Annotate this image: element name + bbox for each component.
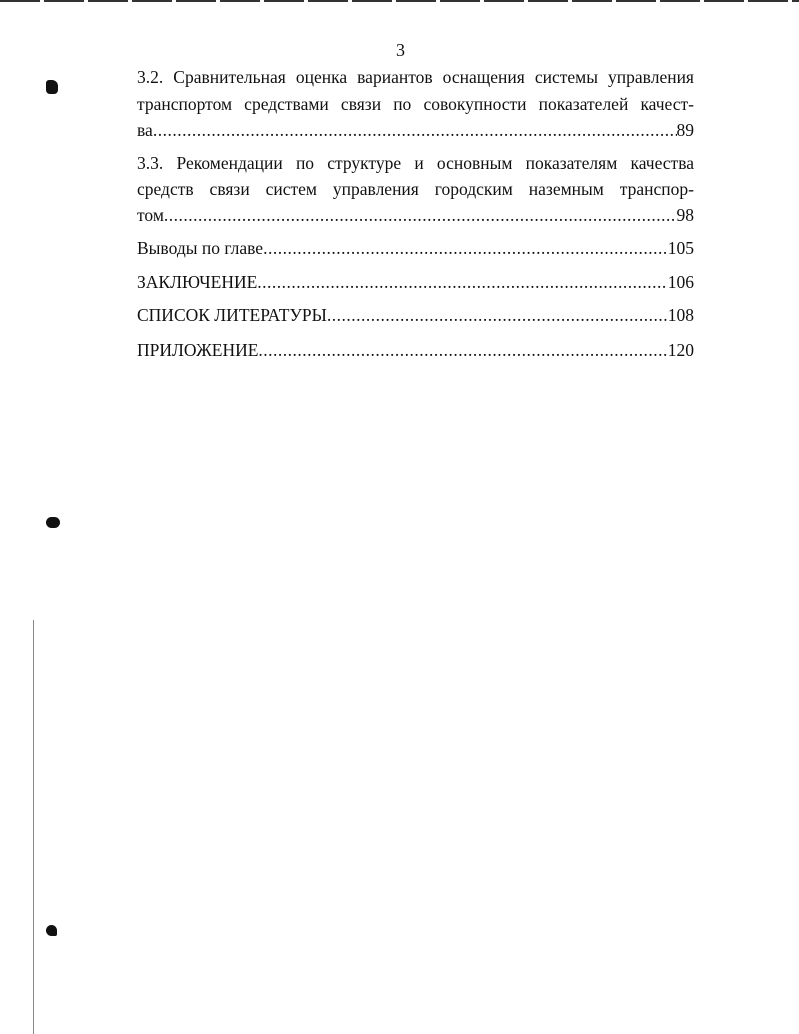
toc-page-number: 105: [667, 238, 694, 258]
toc-page-number: 108: [667, 305, 694, 325]
scan-hole-mark: [46, 925, 57, 936]
toc-page-number: 89: [676, 120, 694, 140]
scan-top-border: [0, 0, 799, 2]
dot-leader: [258, 339, 667, 361]
toc-entry-text: том: [137, 205, 164, 225]
toc-page-number: 98: [676, 205, 694, 225]
toc-entry-conclusions: [137, 237, 694, 259]
page-number: 3: [396, 40, 405, 60]
toc-entry-text: ЗАКЛЮЧЕНИЕ: [137, 272, 258, 292]
toc-entry-3-3-line-1: 3.3. Рекомендации по структуре и основным показателям качества: [137, 153, 694, 173]
toc-entry-3-3-line-2: средств связи систем управления городским наземным транспор-: [137, 179, 694, 199]
dot-leader: [257, 271, 667, 293]
dot-leader: [164, 204, 677, 226]
scan-hole-mark: [46, 80, 58, 94]
toc-entry-3-2-line-2: транспортом средствами связи по совокупности показателей качест-: [137, 94, 694, 114]
dot-leader: [263, 237, 668, 259]
toc-entry-text: СПИСОК ЛИТЕРАТУРЫ: [137, 305, 327, 325]
toc-entry-3-3-line-3: [137, 204, 694, 226]
scan-edge-line: [33, 620, 34, 1034]
toc-entry-appendix: [137, 339, 694, 361]
toc-entry-3-2-line-3: [137, 119, 694, 141]
toc-entry-text: ва: [137, 120, 153, 140]
toc-entry-text: ПРИЛОЖЕНИЕ: [137, 340, 259, 360]
toc-entry-3-2-line-1: 3.2. Сравнительная оценка вариантов оснащения системы управления: [137, 67, 694, 87]
toc-entry-conclusion: [137, 271, 694, 293]
toc-page-number: 106: [667, 272, 694, 292]
toc-entry-references: [137, 304, 694, 326]
toc-page-number: 120: [667, 340, 694, 360]
scan-hole-mark: [46, 517, 60, 528]
toc-entry-text: Выводы по главе: [137, 238, 264, 258]
dot-leader: [327, 304, 668, 326]
dot-leader: [153, 119, 677, 141]
